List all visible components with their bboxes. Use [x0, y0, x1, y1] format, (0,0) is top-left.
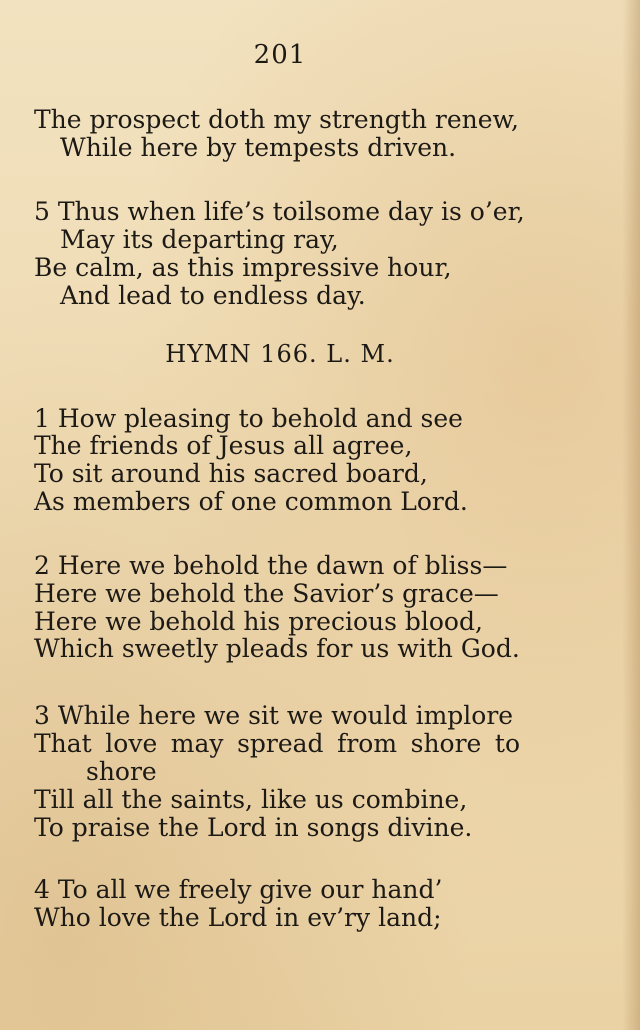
verse-line: That love may spread from shore to [34, 729, 520, 758]
verse-line: shore [86, 757, 157, 786]
verse-line: And lead to endless day. [60, 281, 366, 310]
verse-line: 5 Thus when life’s toilsome day is o’er, [34, 197, 525, 226]
page-number: 201 [253, 40, 307, 70]
verse-line: Which sweetly pleads for us with God. [34, 634, 520, 663]
verse-line: The prospect doth my strength renew, [34, 105, 519, 134]
verse-line: 4 To all we freely give our hand’ [34, 875, 443, 904]
verse-line: Be calm, as this impressive hour, [34, 253, 452, 282]
verse-line: Till all the saints, like us combine, [34, 785, 468, 814]
hymn-heading: HYMN 166. L. M. [165, 340, 395, 368]
verse-line: 2 Here we behold the dawn of bliss— [34, 551, 508, 580]
verse-line: May its departing ray, [60, 225, 339, 254]
verse-line: 3 While here we sit we would implore [34, 701, 514, 730]
verse-line: To sit around his sacred board, [34, 459, 428, 488]
verse-line: As members of one common Lord. [34, 487, 468, 516]
verse-line: 1 How pleasing to behold and see [34, 404, 463, 433]
verse-line: Here we behold his precious blood, [34, 607, 483, 636]
verse-line: To praise the Lord in songs divine. [34, 813, 473, 842]
page-edge-shadow [622, 0, 640, 1030]
verse-line: The friends of Jesus all agree, [34, 431, 413, 460]
verse-line: Here we behold the Savior’s grace— [34, 579, 499, 608]
verse-line: Who love the Lord in ev’ry land; [34, 903, 442, 932]
verse-line: While here by tempests driven. [60, 133, 457, 162]
